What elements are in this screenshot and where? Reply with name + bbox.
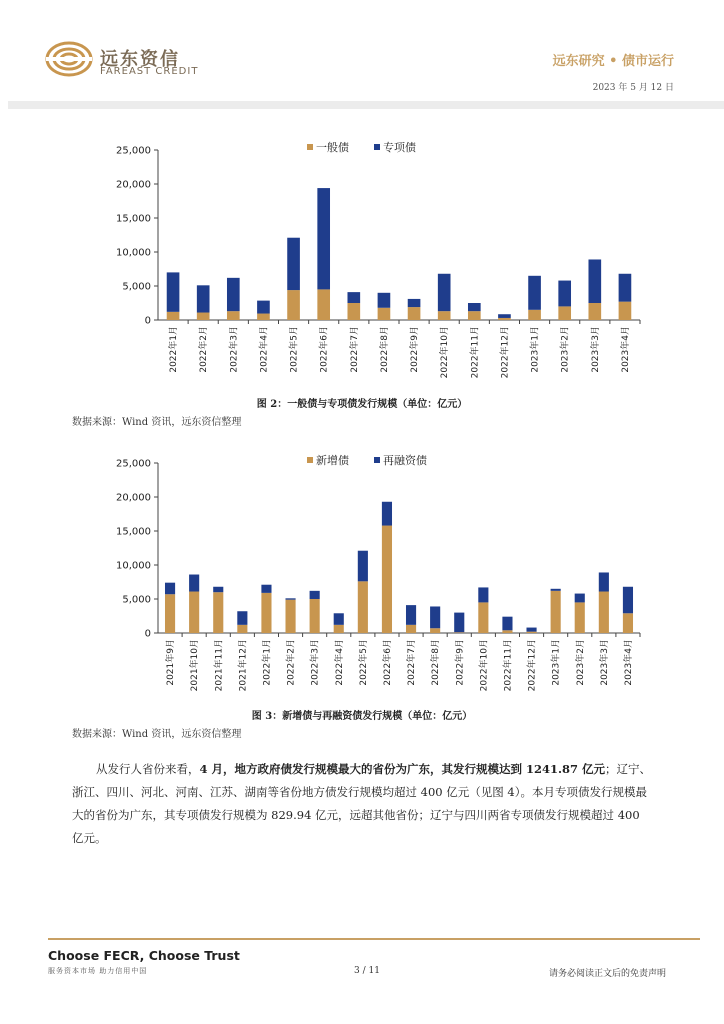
bar-series-1 [378,308,391,320]
bar-series-2 [382,502,392,526]
bar-series-1 [347,303,360,320]
bar-series-1 [430,628,440,633]
legend-swatch [374,457,380,463]
bar-series-1 [257,314,270,320]
figure-2-source: 数据来源：Wind 资讯，远东资信整理 [72,417,242,428]
bar-series-1 [575,602,585,633]
bar-series-2 [197,285,210,312]
bar-series-2 [317,188,330,289]
bar-series-1 [599,592,609,633]
bar-series-2 [285,598,295,599]
x-tick-label: 2022年9月 [455,639,466,686]
x-tick-label: 2022年11月 [470,326,481,379]
x-tick-label: 2023年2月 [575,639,586,686]
bar-series-2 [358,551,368,582]
bar-series-1 [623,613,633,633]
bar-series-2 [227,278,240,311]
y-tick-label: 25,000 [116,458,151,470]
footer-brand: Choose FECR, Choose Trust [48,948,240,963]
bar-series-2 [526,628,536,632]
bar-series-2 [468,303,481,311]
bar-series-1 [382,526,392,633]
bar-series-1 [237,625,247,633]
bar-series-2 [599,572,609,591]
bar-series-1 [317,289,330,320]
bar-series-1 [502,630,512,633]
y-tick-label: 15,000 [116,526,151,538]
x-tick-label: 2022年11月 [503,639,514,692]
bar-series-1 [227,311,240,320]
x-tick-label: 2022年3月 [229,326,240,373]
bar-series-1 [310,599,320,633]
bar-series-1 [189,592,199,633]
y-tick-label: 20,000 [116,492,151,504]
bar-series-2 [310,591,320,599]
paragraph-text-1: 从发行人省份来看， [96,762,200,776]
legend-label: 一般债 [316,141,349,154]
bar-series-1 [588,303,601,320]
x-tick-label: 2022年12月 [527,639,538,692]
bar-series-2 [167,272,180,311]
bar-series-1 [408,307,421,320]
bar-series-2 [498,314,511,318]
bar-series-1 [528,310,541,320]
x-tick-label: 2022年4月 [259,326,270,373]
y-tick-label: 25,000 [116,145,151,157]
bar-series-1 [334,625,344,633]
header-title: 远东研究 • 债市运行 [552,54,674,69]
bar-series-1 [213,592,223,633]
bar-series-2 [378,293,391,308]
bar-series-1 [438,311,451,320]
x-tick-label: 2022年1月 [169,326,180,373]
bar-series-2 [551,589,561,591]
header-date: 2023 年 5 月 12 日 [592,83,674,93]
y-tick-label: 20,000 [116,179,151,191]
x-tick-label: 2023年2月 [560,326,571,373]
x-tick-label: 2023年3月 [590,326,601,373]
bar-series-1 [197,313,210,320]
y-tick-label: 0 [144,315,151,327]
x-tick-label: 2022年10月 [440,326,451,379]
x-tick-label: 2022年5月 [289,326,300,373]
bar-series-2 [558,281,571,307]
figure-3-caption: 图 3：新增债与再融资债发行规模（单位：亿元） [251,711,473,722]
x-tick-label: 2023年3月 [599,639,610,686]
bar-series-1 [454,632,464,633]
logo-english-name: FAREAST CREDIT [100,66,199,77]
bar-series-2 [213,587,223,592]
bar-series-1 [558,306,571,320]
disclaimer-note: 请务必阅读正文后的免责声明 [548,969,666,979]
page-number: 3 / 11 [354,966,380,976]
bar-series-1 [551,591,561,633]
x-tick-label: 2023年1月 [530,326,541,373]
y-tick-label: 5,000 [122,281,151,293]
bar-series-1 [287,290,300,320]
bar-series-1 [526,632,536,633]
bar-series-2 [575,594,585,603]
bar-series-2 [430,606,440,628]
x-tick-label: 2022年7月 [407,639,418,686]
x-tick-label: 2021年9月 [166,639,177,686]
bar-series-2 [619,274,632,302]
x-tick-label: 2023年1月 [551,639,562,686]
legend-label: 新增债 [316,454,349,467]
logo-chinese-name: 远东资信 [100,49,180,70]
x-tick-label: 2022年6月 [319,326,330,373]
x-tick-label: 2022年1月 [262,639,273,686]
bar-series-2 [189,575,199,592]
bar-series-2 [502,617,512,631]
x-tick-label: 2022年2月 [286,639,297,686]
footer-divider [48,938,700,940]
y-tick-label: 0 [144,628,151,640]
x-tick-label: 2021年11月 [214,639,225,692]
y-tick-label: 10,000 [116,247,151,259]
bar-series-1 [285,600,295,633]
bar-series-2 [165,583,175,595]
chart-general-vs-special-bonds [0,135,724,385]
bar-series-2 [588,259,601,303]
x-tick-label: 2022年2月 [199,326,210,373]
x-tick-label: 2021年12月 [238,639,249,692]
bar-series-1 [167,312,180,320]
header-divider [8,101,724,109]
bar-series-2 [347,292,360,303]
bar-series-1 [165,594,175,633]
bar-series-2 [454,613,464,633]
bar-series-2 [408,299,421,307]
bar-series-2 [623,587,633,614]
bar-series-1 [261,593,271,633]
y-tick-label: 10,000 [116,560,151,572]
legend-label: 专项债 [383,141,416,154]
bar-series-2 [528,276,541,310]
x-tick-label: 2022年6月 [382,639,393,686]
x-tick-label: 2022年4月 [334,639,345,686]
x-tick-label: 2022年5月 [358,639,369,686]
legend-swatch [307,457,313,463]
bar-series-1 [498,318,511,320]
x-tick-label: 2022年10月 [479,639,490,692]
x-tick-label: 2022年3月 [310,639,321,686]
bar-series-2 [261,585,271,593]
paragraph-text-2: ；辽宁、浙江、四川、河北、河南、江苏、湖南等省份地方债发行规模均超过 400 亿元（见图 4）。本月专项债发行规模最大的省份为广东，其专项债发行规模为 829.94 亿元，远超其他省份；辽宁与四川两省专项债发行规模超过 400 亿元。 [72,762,652,845]
x-tick-label: 2021年10月 [190,639,201,692]
x-tick-label: 2022年8月 [379,326,390,373]
y-tick-label: 5,000 [122,594,151,606]
body-paragraph [72,758,652,850]
figure-2-caption: 图 2：一般债与专项债发行规模（单位：亿元） [256,399,468,410]
x-tick-label: 2022年9月 [410,326,421,373]
paragraph-bold-text: 4 月，地方政府债发行规模最大的省份为广东，其发行规模达到 1241.87 亿元 [199,762,606,776]
y-tick-label: 15,000 [116,213,151,225]
legend-label: 再融资债 [383,454,427,467]
bar-series-2 [237,611,247,625]
legend-swatch [374,144,380,150]
figure-3-source: 数据来源：Wind 资讯，远东资信整理 [72,729,242,740]
bar-series-2 [334,613,344,625]
bar-series-2 [257,301,270,314]
x-tick-label: 2022年12月 [500,326,511,379]
x-tick-label: 2022年8月 [431,639,442,686]
bar-series-1 [619,302,632,320]
bar-series-1 [468,311,481,320]
bar-series-2 [406,605,416,625]
legend-swatch [307,144,313,150]
fareast-logo-icon [44,40,94,78]
x-tick-label: 2023年4月 [620,326,631,373]
chart-new-vs-refinancing-bonds [0,448,724,698]
bar-series-1 [406,625,416,633]
x-tick-label: 2023年4月 [623,639,634,686]
bar-series-2 [478,587,488,602]
bar-series-2 [287,238,300,290]
footer-slogan: 服务资本市场 助力信用中国 [48,967,148,975]
bar-series-2 [438,274,451,311]
bar-series-1 [478,602,488,633]
x-tick-label: 2022年7月 [349,326,360,373]
bar-series-1 [358,581,368,633]
